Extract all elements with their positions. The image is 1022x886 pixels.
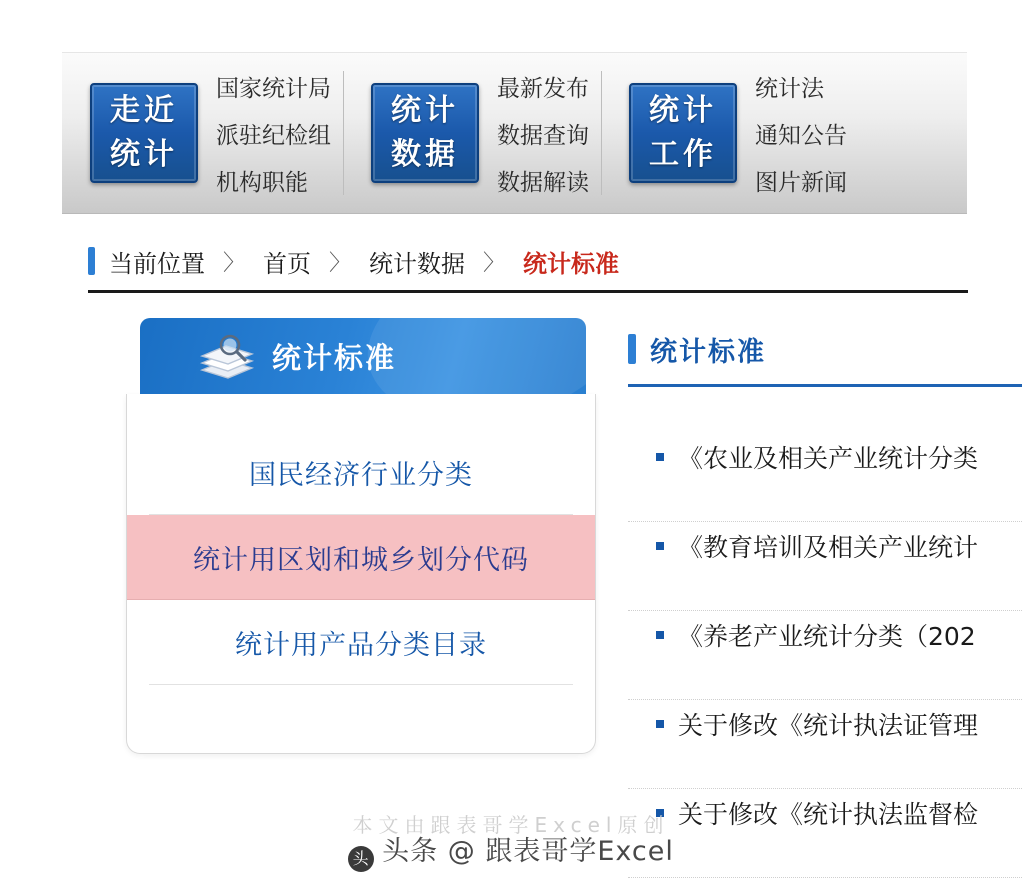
left-panel-menu: [126, 394, 596, 754]
sidebar-item-label: 统计用产品分类目录: [235, 629, 487, 661]
sidebar-item-label: 统计用区划和城乡划分代码: [193, 544, 529, 576]
nav-link-0-1[interactable]: 派驻纪检组: [216, 122, 331, 149]
right-panel-header: [628, 318, 1022, 387]
sidebar-item-division-urban-rural-code[interactable]: [127, 515, 595, 600]
nav-link-2-2[interactable]: 图片新闻: [755, 169, 847, 196]
list-item-label: 《教育培训及相关产业统计: [678, 533, 979, 562]
list-item-label: 关于修改《统计执法证管理: [678, 711, 979, 740]
breadcrumb-item-home[interactable]: 首页: [263, 249, 312, 278]
nav-link-1-2[interactable]: 数据解读: [497, 169, 589, 196]
nav-badge-1-line2: 数据: [391, 137, 459, 172]
breadcrumb-separator-icon-0: 〉: [223, 250, 246, 276]
watermark-logo-icon: 头: [348, 846, 374, 872]
watermark: [0, 829, 1022, 872]
breadcrumb-separator-icon-1: 〉: [329, 250, 352, 276]
top-navigation-bar: [62, 52, 967, 214]
nav-group-0: [62, 53, 343, 213]
left-panel-header: [140, 318, 586, 394]
breadcrumb-item-statistics-data[interactable]: 统计数据: [369, 249, 466, 278]
sidebar-item-product-catalog[interactable]: [149, 600, 573, 685]
nav-link-0-2[interactable]: 机构职能: [216, 169, 308, 196]
breadcrumb-label: 当前位置: [109, 249, 205, 278]
nav-links-1: [497, 70, 589, 197]
nav-badge-1-line1: 统计: [391, 93, 459, 128]
nav-badge-1[interactable]: [371, 83, 479, 183]
list-item[interactable]: [628, 433, 1022, 522]
nav-group-2: [601, 53, 859, 213]
list-item[interactable]: [628, 522, 1022, 611]
right-panel-title: 统计标准: [650, 336, 766, 368]
books-magnifier-icon: [196, 330, 258, 382]
nav-group-1: [343, 53, 601, 213]
list-item-label: 《农业及相关产业统计分类: [678, 444, 979, 473]
nav-badge-2-line2: 工作: [649, 137, 717, 172]
breadcrumb: [88, 232, 968, 293]
breadcrumb-current: 统计标准: [523, 249, 620, 278]
nav-links-2: [755, 70, 847, 197]
nav-link-1-1[interactable]: 数据查询: [497, 122, 589, 149]
watermark-faint: 本文由跟表哥学Excel原创: [352, 813, 670, 837]
nav-link-1-0[interactable]: 最新发布: [497, 75, 589, 102]
left-panel-title: 统计标准: [272, 340, 397, 375]
nav-badge-2-line1: 统计: [649, 93, 717, 128]
breadcrumb-separator-icon-2: 〉: [483, 250, 506, 276]
list-item-label: 关于修改《统计执法监督检: [678, 800, 979, 829]
nav-link-2-1[interactable]: 通知公告: [755, 122, 847, 149]
watermark-text: 头条 @ 跟表哥学Excel: [382, 836, 674, 867]
nav-link-0-0[interactable]: 国家统计局: [216, 75, 331, 102]
nav-badge-0-line1: 走近: [110, 93, 178, 128]
nav-link-2-0[interactable]: 统计法: [755, 75, 824, 102]
list-item[interactable]: [628, 611, 1022, 700]
sidebar-item-industry-classification[interactable]: [149, 430, 573, 515]
breadcrumb-marker-icon: [88, 247, 95, 275]
section-marker-icon: [628, 334, 636, 364]
nav-badge-2[interactable]: [629, 83, 737, 183]
bullet-icon: [656, 720, 664, 728]
nav-badge-0[interactable]: [90, 83, 198, 183]
right-panel: [628, 318, 1022, 878]
left-panel: [122, 318, 622, 754]
list-item[interactable]: [628, 700, 1022, 789]
bullet-icon: [656, 542, 664, 550]
sidebar-item-label: 国民经济行业分类: [249, 459, 473, 491]
nav-links-0: [216, 70, 331, 197]
bullet-icon: [656, 631, 664, 639]
nav-badge-0-line2: 统计: [110, 137, 178, 172]
bullet-icon: [656, 453, 664, 461]
list-item-label: 《养老产业统计分类（202: [678, 622, 976, 651]
